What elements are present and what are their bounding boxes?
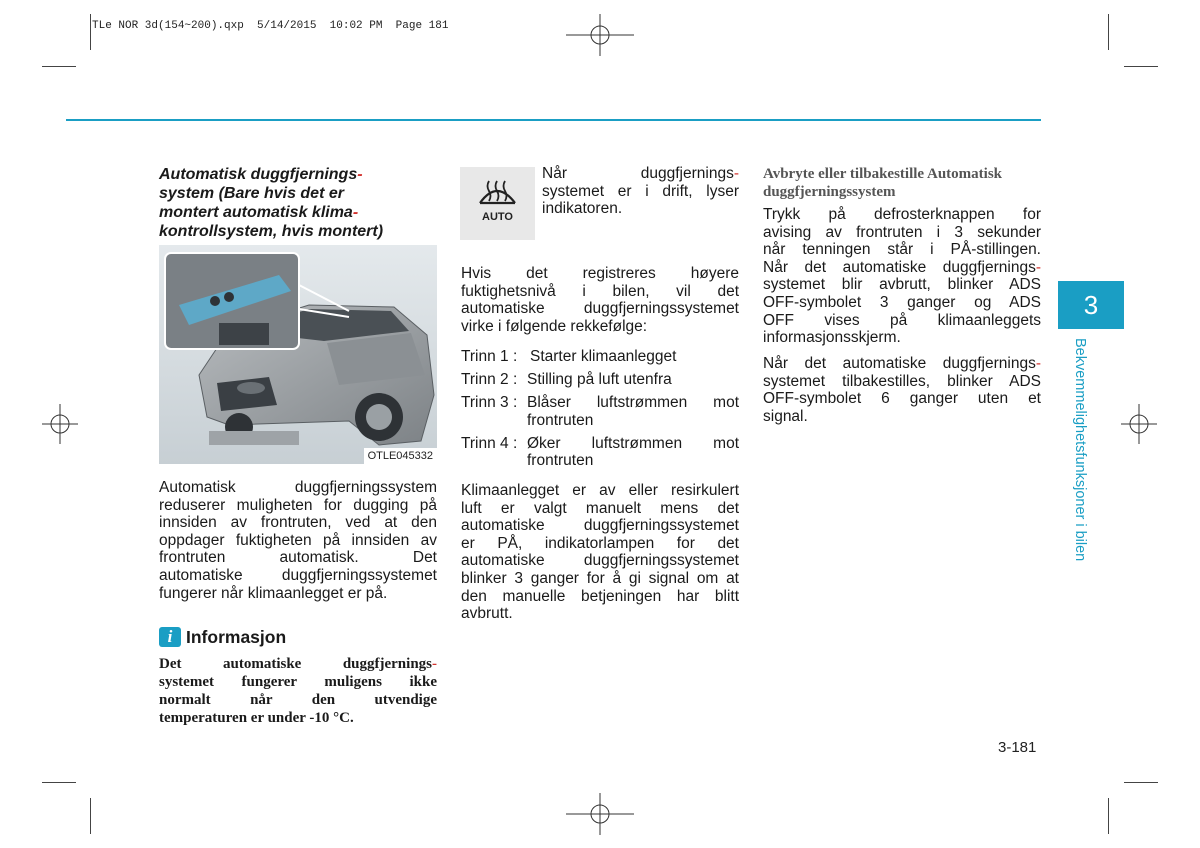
step-text: frontruten: [527, 411, 594, 429]
col2-intro: [542, 165, 739, 218]
text-line: fungerer når klimaanlegget er på.: [159, 584, 388, 602]
step-item: [461, 394, 739, 429]
text-line: signal.: [763, 407, 808, 425]
step-text: frontruten: [527, 452, 594, 470]
info-line: temperaturen er under -10 °C.: [159, 710, 354, 726]
col2-paragraph-1: [461, 265, 739, 335]
step-label: Trinn 1 :: [461, 348, 518, 365]
text-line: er PÅ, indikatorlampen for det: [461, 534, 739, 552]
text-line: Når det automatiske duggfjernings-: [763, 355, 1041, 372]
col3-paragraph-1: [763, 206, 1041, 347]
text-line: Automatisk duggfjerningssystem: [159, 479, 437, 496]
step-label: Trinn 4 :: [461, 434, 518, 452]
text-line: OFF-symbolet 6 ganger uten et: [763, 390, 1041, 408]
text-line: OFF vises på klimaanleggets: [763, 311, 1041, 329]
step-item: [461, 435, 739, 470]
text-line: indikatoren.: [542, 200, 623, 218]
text-line: luft er valgt manuelt mens det: [461, 499, 739, 517]
text-line: automatiske duggfjerningssystemet: [461, 552, 739, 570]
info-line: systemet fungerer muligens ikke: [159, 674, 437, 690]
steps-list: [461, 348, 739, 470]
heading-line: montert automatisk klima-: [159, 204, 359, 221]
text-line: virke i følgende rekkefølge:: [461, 317, 648, 335]
step-item: [461, 371, 739, 389]
text-line: systemet blir avbrutt, blinker ADS: [763, 276, 1041, 294]
auto-label: AUTO: [482, 211, 513, 223]
text-line: Hvis det registreres høyere: [461, 265, 739, 282]
chapter-tab: 3: [1058, 281, 1124, 329]
info-line: Det automatiske duggfjernings-: [159, 656, 437, 672]
text-line: Når det automatiske duggfjernings-: [763, 258, 1041, 276]
heading-line: Avbryte eller tilbakestille Automatisk: [763, 166, 1003, 182]
text-line: Klimaanlegget er av eller resirkulert: [461, 482, 739, 499]
text-line: avbrutt.: [461, 605, 513, 623]
step-label: Trinn 2 :: [461, 370, 518, 388]
heading-line: Automatisk duggfjernings-: [159, 166, 363, 183]
car-illustration: [159, 245, 437, 464]
text-line: når tenningen står i PÅ-stillingen.: [763, 241, 1041, 259]
info-icon: i: [159, 627, 181, 647]
text-line: automatiske duggfjerningssystemet: [159, 566, 437, 584]
heading-line: duggfjerningssystem: [763, 184, 896, 200]
col3-heading: [763, 165, 1041, 201]
text-line: innsiden av frontruten, ved at den: [159, 514, 437, 532]
info-title: Informasjon: [186, 627, 287, 647]
col3-paragraph-2: [763, 355, 1041, 425]
step-text: Øker luftstrømmen mot: [527, 434, 739, 452]
page-number: 3-181: [998, 739, 1037, 756]
text-line: OFF-symbolet 3 ganger og ADS: [763, 293, 1041, 311]
step-text: Blåser luftstrømmen mot: [527, 393, 739, 411]
text-line: den manuelle betjeningen har blitt: [461, 587, 739, 605]
col1-paragraph: [159, 479, 437, 602]
heading-line: system (Bare hvis det er: [159, 185, 344, 202]
image-code: OTLE045332: [364, 448, 437, 464]
top-rule: [66, 119, 1041, 121]
step-item: [461, 348, 739, 366]
text-line: automatiske duggfjerningssystemet: [461, 517, 739, 535]
step-text: Stilling på luft utenfra: [527, 370, 672, 388]
text-line: avising av frontruten i 3 sekunder: [763, 223, 1041, 241]
chapter-title: Bekvemmelighetsfunksjoner i bilen: [1072, 338, 1088, 562]
info-text: [159, 655, 437, 727]
text-line: systemet er i drift, lyser: [542, 182, 739, 200]
heading-line: kontrollsystem, hvis montert): [159, 223, 384, 240]
step-label: Trinn 3 :: [461, 393, 518, 411]
text-line: oppdager fuktigheten på innsiden av: [159, 531, 437, 549]
text-line: blinker 3 ganger for å gi signal om at: [461, 569, 739, 587]
col2-paragraph-2: [461, 482, 739, 623]
file-header: TLe NOR 3d(154~200).qxp 5/14/2015 10:02 PM Page 181: [92, 20, 449, 32]
text-line: informasjonsskjerm.: [763, 329, 901, 347]
text-line: frontruten automatisk. Det: [159, 549, 437, 567]
text-line: automatiske duggfjerningssystemet: [461, 300, 739, 318]
text-line: Trykk på defrosterknappen for: [763, 206, 1041, 223]
section-heading: [159, 165, 437, 241]
text-line: reduserer muligheten for dugging på: [159, 496, 437, 514]
step-text: Starter klimaanlegget: [530, 348, 677, 365]
text-line: systemet tilbakestilles, blinker ADS: [763, 372, 1041, 390]
text-line: fuktighetsnivå i bilen, vil det: [461, 282, 739, 300]
info-line: normalt når den utvendige: [159, 692, 437, 708]
text-line: Når duggfjernings-: [542, 165, 739, 182]
chapter-title-vertical: [1066, 338, 1096, 583]
defog-auto-icon: [460, 167, 535, 240]
